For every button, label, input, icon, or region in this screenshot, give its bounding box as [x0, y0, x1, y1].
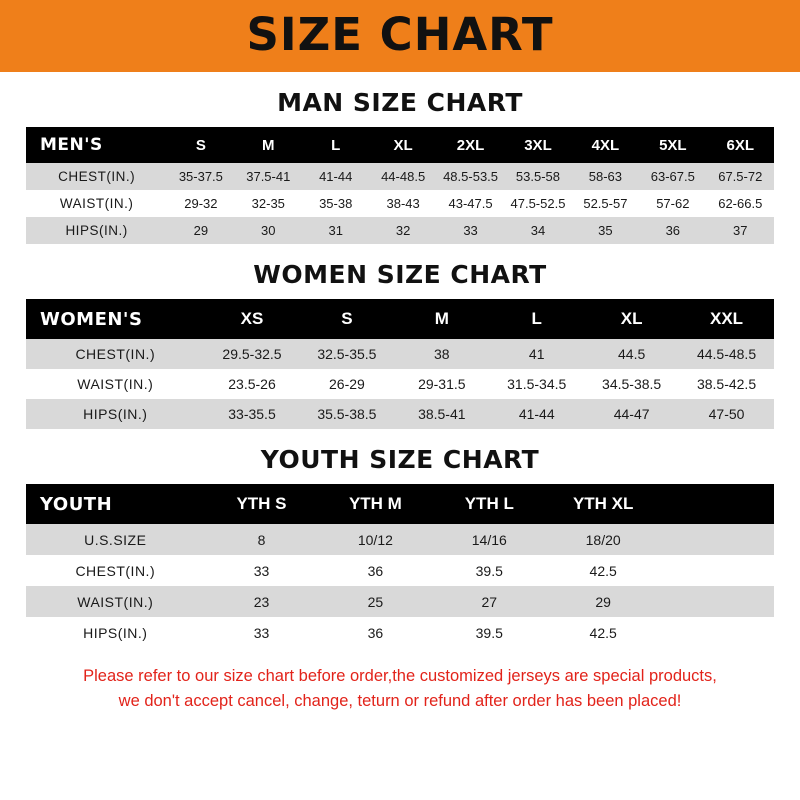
footnote-line-2: we don't accept cancel, change, teturn or refund after order has been placed! — [118, 691, 682, 710]
men-col-0: S — [167, 127, 234, 163]
youth-size-table — [26, 484, 774, 648]
men-col-7: 5XL — [639, 127, 706, 163]
women-cell-1-0: 23.5-26 — [205, 369, 300, 399]
men-cell-0-7: 63-67.5 — [639, 163, 706, 190]
table-row — [26, 399, 774, 429]
men-col-8: 6XL — [707, 127, 774, 163]
women-col-5: XXL — [679, 299, 774, 339]
content-area — [0, 88, 800, 714]
men-cell-0-1: 37.5-41 — [235, 163, 302, 190]
women-cell-1-2: 29-31.5 — [394, 369, 489, 399]
youth-col-0: YTH S — [205, 484, 319, 524]
men-col-6: 4XL — [572, 127, 639, 163]
youth-row-3-label: HIPS(IN.) — [26, 617, 205, 648]
men-cell-2-5: 34 — [504, 217, 571, 244]
men-cell-2-3: 32 — [369, 217, 436, 244]
youth-row-2-label: WAIST(IN.) — [26, 586, 205, 617]
men-cell-1-1: 32-35 — [235, 190, 302, 217]
men-table-head — [26, 127, 774, 163]
table-row — [26, 190, 774, 217]
women-cell-2-0: 33-35.5 — [205, 399, 300, 429]
women-col-1: S — [299, 299, 394, 339]
men-row-2-label: HIPS(IN.) — [26, 217, 167, 244]
table-row — [26, 555, 774, 586]
women-cell-2-2: 38.5-41 — [394, 399, 489, 429]
men-cell-2-7: 36 — [639, 217, 706, 244]
youth-table-body — [26, 524, 774, 648]
men-cell-0-2: 41-44 — [302, 163, 369, 190]
women-cell-1-1: 26-29 — [299, 369, 394, 399]
youth-cell-2-3: 29 — [546, 586, 660, 617]
women-col-3: L — [489, 299, 584, 339]
men-row-1-label: WAIST(IN.) — [26, 190, 167, 217]
men-cell-2-1: 30 — [235, 217, 302, 244]
men-cell-1-6: 52.5-57 — [572, 190, 639, 217]
table-row — [26, 586, 774, 617]
youth-col-3: YTH XL — [546, 484, 660, 524]
youth-cell-0-3: 18/20 — [546, 524, 660, 555]
header-left-block — [0, 0, 36, 72]
men-cell-2-0: 29 — [167, 217, 234, 244]
women-cell-2-4: 44-47 — [584, 399, 679, 429]
page-title: SIZE CHART — [246, 7, 554, 61]
table-row — [26, 163, 774, 190]
youth-row-0-label: U.S.SIZE — [26, 524, 205, 555]
header-band — [0, 0, 800, 72]
youth-section-title: YOUTH SIZE CHART — [260, 445, 540, 474]
women-cell-0-5: 44.5-48.5 — [679, 339, 774, 369]
women-table-body — [26, 339, 774, 429]
men-table-body — [26, 163, 774, 244]
women-cell-0-0: 29.5-32.5 — [205, 339, 300, 369]
men-cell-1-5: 47.5-52.5 — [504, 190, 571, 217]
youth-cell-1-1: 36 — [318, 555, 432, 586]
women-row-0-label: CHEST(IN.) — [26, 339, 205, 369]
women-table-head — [26, 299, 774, 339]
youth-table-head — [26, 484, 774, 524]
men-cell-1-4: 43-47.5 — [437, 190, 504, 217]
youth-row-header: YOUTH — [26, 484, 205, 524]
table-row — [26, 217, 774, 244]
men-cell-2-6: 35 — [572, 217, 639, 244]
men-cell-1-8: 62-66.5 — [707, 190, 774, 217]
women-size-table — [26, 299, 774, 429]
men-cell-0-4: 48.5-53.5 — [437, 163, 504, 190]
youth-cell-3-0: 33 — [205, 617, 319, 648]
men-cell-2-2: 31 — [302, 217, 369, 244]
youth-cell-0-4 — [660, 524, 774, 555]
men-cell-0-0: 35-37.5 — [167, 163, 234, 190]
youth-cell-1-0: 33 — [205, 555, 319, 586]
women-row-2-label: HIPS(IN.) — [26, 399, 205, 429]
men-cell-1-3: 38-43 — [369, 190, 436, 217]
women-row-1-label: WAIST(IN.) — [26, 369, 205, 399]
women-cell-1-4: 34.5-38.5 — [584, 369, 679, 399]
men-cell-1-2: 35-38 — [302, 190, 369, 217]
men-cell-0-3: 44-48.5 — [369, 163, 436, 190]
youth-cell-2-2: 27 — [432, 586, 546, 617]
footnote — [26, 664, 774, 714]
women-col-0: XS — [205, 299, 300, 339]
youth-cell-0-1: 10/12 — [318, 524, 432, 555]
youth-cell-1-2: 39.5 — [432, 555, 546, 586]
men-col-1: M — [235, 127, 302, 163]
youth-cell-3-2: 39.5 — [432, 617, 546, 648]
youth-cell-1-4 — [660, 555, 774, 586]
men-row-0-label: CHEST(IN.) — [26, 163, 167, 190]
youth-cell-3-4 — [660, 617, 774, 648]
youth-col-1: YTH M — [318, 484, 432, 524]
youth-col-4 — [660, 484, 774, 524]
men-row-header: MEN'S — [26, 127, 167, 163]
women-row-header: WOMEN'S — [26, 299, 205, 339]
youth-row-1-label: CHEST(IN.) — [26, 555, 205, 586]
women-cell-1-3: 31.5-34.5 — [489, 369, 584, 399]
table-row — [26, 369, 774, 399]
women-cell-2-1: 35.5-38.5 — [299, 399, 394, 429]
women-col-4: XL — [584, 299, 679, 339]
men-cell-1-0: 29-32 — [167, 190, 234, 217]
men-col-3: XL — [369, 127, 436, 163]
women-cell-0-3: 41 — [489, 339, 584, 369]
table-header-row — [26, 484, 774, 524]
youth-cell-2-4 — [660, 586, 774, 617]
men-col-4: 2XL — [437, 127, 504, 163]
men-cell-2-8: 37 — [707, 217, 774, 244]
women-cell-0-4: 44.5 — [584, 339, 679, 369]
table-header-row — [26, 299, 774, 339]
men-cell-1-7: 57-62 — [639, 190, 706, 217]
youth-cell-3-3: 42.5 — [546, 617, 660, 648]
youth-cell-3-1: 36 — [318, 617, 432, 648]
table-row — [26, 339, 774, 369]
women-cell-0-2: 38 — [394, 339, 489, 369]
footnote-line-1: Please refer to our size chart before order,the customized jerseys are special products, — [83, 667, 717, 685]
men-section-title: MAN SIZE CHART — [277, 88, 523, 117]
men-cell-0-5: 53.5-58 — [504, 163, 571, 190]
women-cell-2-3: 41-44 — [489, 399, 584, 429]
youth-col-2: YTH L — [432, 484, 546, 524]
men-cell-2-4: 33 — [437, 217, 504, 244]
youth-cell-2-0: 23 — [205, 586, 319, 617]
youth-cell-1-3: 42.5 — [546, 555, 660, 586]
youth-cell-2-1: 25 — [318, 586, 432, 617]
youth-cell-0-0: 8 — [205, 524, 319, 555]
women-cell-2-5: 47-50 — [679, 399, 774, 429]
men-col-2: L — [302, 127, 369, 163]
women-section-title: WOMEN SIZE CHART — [253, 260, 547, 289]
men-cell-0-6: 58-63 — [572, 163, 639, 190]
table-header-row — [26, 127, 774, 163]
men-size-table — [26, 127, 774, 244]
women-cell-0-1: 32.5-35.5 — [299, 339, 394, 369]
women-cell-1-5: 38.5-42.5 — [679, 369, 774, 399]
table-row — [26, 524, 774, 555]
women-col-2: M — [394, 299, 489, 339]
table-row — [26, 617, 774, 648]
header-right-block — [764, 0, 800, 72]
men-cell-0-8: 67.5-72 — [707, 163, 774, 190]
youth-cell-0-2: 14/16 — [432, 524, 546, 555]
header-center-block — [36, 0, 764, 72]
men-col-5: 3XL — [504, 127, 571, 163]
